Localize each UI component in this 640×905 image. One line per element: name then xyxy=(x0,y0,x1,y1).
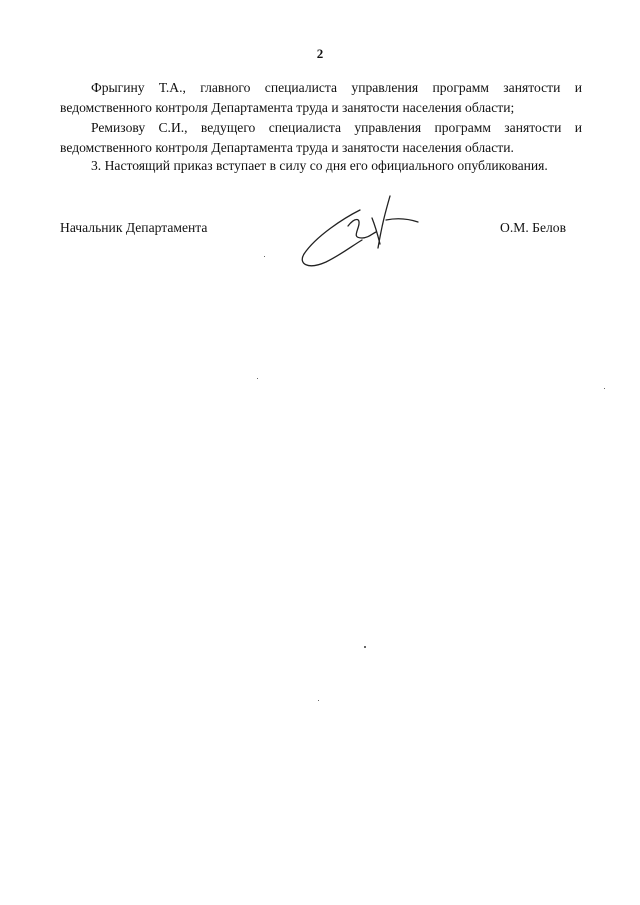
signatory-name: О.М. Белов xyxy=(500,220,566,235)
paragraph-remizova: Ремизову С.И., ведущего специалиста управления программ занятости и ведомственного контроля Департамента труда и занятости населения области. xyxy=(60,120,582,155)
paragraph-effective-date: 3. Настоящий приказ вступает в силу со дня его официального опубликования. xyxy=(91,158,548,173)
scan-speck xyxy=(257,378,258,379)
paragraph-frygina: Фрыгину Т.А., главного специалиста управления программ занятости и ведомственного контроля Департамента труда и занятости населения области; xyxy=(60,80,582,115)
page-number: 2 xyxy=(316,46,324,61)
handwritten-signature xyxy=(296,188,426,273)
scan-speck xyxy=(364,646,366,648)
signatory-title: Начальник Департамента xyxy=(60,220,208,235)
scan-speck xyxy=(604,388,605,389)
scan-speck xyxy=(264,256,265,257)
scan-speck xyxy=(318,700,319,701)
